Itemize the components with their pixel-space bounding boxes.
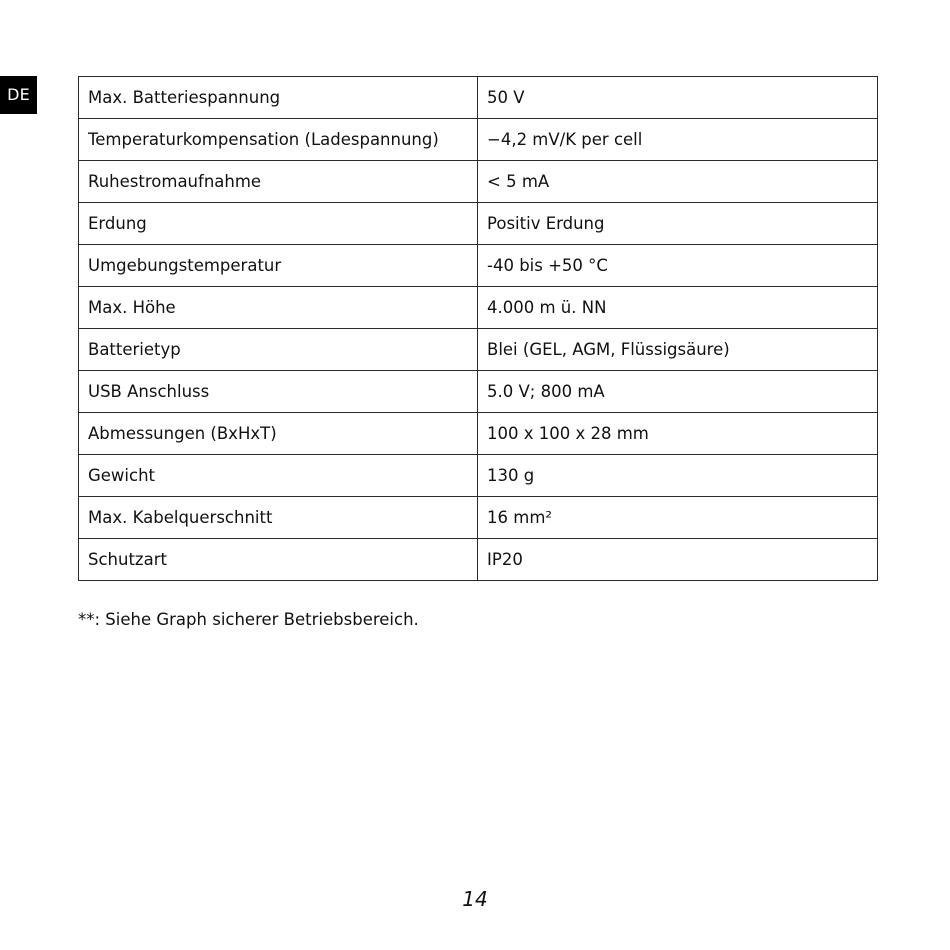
table-row <box>79 497 878 539</box>
spec-label: Max. Batteriespannung <box>79 77 478 119</box>
spec-value: −4,2 mV/K per cell <box>478 119 878 161</box>
spec-value: IP20 <box>478 539 878 581</box>
table-row <box>79 119 878 161</box>
spec-label: Schutzart <box>79 539 478 581</box>
footnote: **: Siehe Graph sicherer Betriebsbereich. <box>78 610 419 629</box>
spec-value: 130 g <box>478 455 878 497</box>
spec-value: 50 V <box>478 77 878 119</box>
specifications-table <box>78 76 878 581</box>
table-row <box>79 77 878 119</box>
spec-label: Temperaturkompensation (Ladespannung) <box>79 119 478 161</box>
table-row <box>79 371 878 413</box>
spec-label: Gewicht <box>79 455 478 497</box>
spec-value: Blei (GEL, AGM, Flüssigsäure) <box>478 329 878 371</box>
table-row <box>79 161 878 203</box>
spec-label: Max. Kabelquerschnitt <box>79 497 478 539</box>
spec-value: 4.000 m ü. NN <box>478 287 878 329</box>
table-row <box>79 287 878 329</box>
table-row <box>79 455 878 497</box>
spec-label: Ruhestromaufnahme <box>79 161 478 203</box>
spec-value: 5.0 V; 800 mA <box>478 371 878 413</box>
spec-value: Positiv Erdung <box>478 203 878 245</box>
table-row <box>79 539 878 581</box>
spec-label: Batterietyp <box>79 329 478 371</box>
spec-value: < 5 mA <box>478 161 878 203</box>
table-row <box>79 245 878 287</box>
spec-label: Erdung <box>79 203 478 245</box>
spec-value: 100 x 100 x 28 mm <box>478 413 878 455</box>
spec-value: -40 bis +50 °C <box>478 245 878 287</box>
spec-label: Umgebungstemperatur <box>79 245 478 287</box>
table-row <box>79 329 878 371</box>
page-number: 14 <box>462 887 488 911</box>
spec-label: Abmessungen (BxHxT) <box>79 413 478 455</box>
table-row <box>79 203 878 245</box>
spec-value: 16 mm² <box>478 497 878 539</box>
language-tab: DE <box>0 76 37 114</box>
spec-label: USB Anschluss <box>79 371 478 413</box>
spec-label: Max. Höhe <box>79 287 478 329</box>
table-row <box>79 413 878 455</box>
